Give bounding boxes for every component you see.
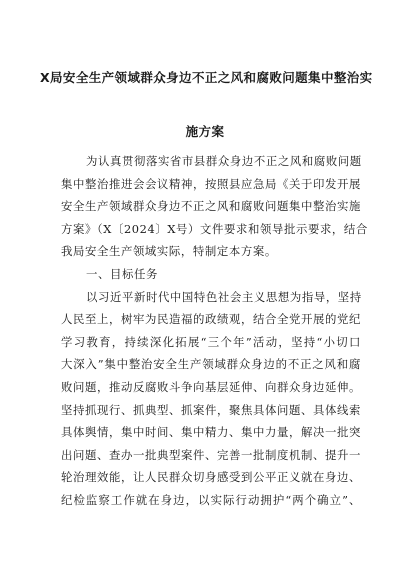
section-heading: 一、目标任务 <box>86 266 158 281</box>
document-body <box>61 150 368 512</box>
paragraph-line: 以习近平新时代中国特色社会主义思想为指导，坚持 <box>86 289 362 304</box>
paragraph-line: 坚持抓现行、抓典型、抓案件，聚焦具体问题、具体线索 <box>61 402 361 417</box>
paragraph-line: 败问题，推动反腐败斗争向基层延伸、向群众身边延伸。 <box>61 379 361 394</box>
paragraph-line: 大深入”集中整治安全生产领域群众身边的不正之风和腐 <box>61 357 361 372</box>
paragraph-line: 学习教育，持续深化拓展“三个年”活动，坚持“小切口 <box>61 334 361 349</box>
paragraph-line: 为认真贯彻落实省市县群众身边不正之风和腐败问题 <box>86 154 362 168</box>
document-title-line-1: X局安全生产领域群众身边不正之风和腐败问题集中整治实 <box>40 70 373 85</box>
document-title-line-2: 施方案 <box>185 124 225 139</box>
paragraph-line: 具体舆情，集中时间、集中精力、集中力量，解决一批突 <box>61 425 361 440</box>
paragraph-line: 轮治理效能，让人民群众切身感受到公平正义就在身边、 <box>61 470 361 485</box>
paragraph-line: 集中整治推进会会议精神，按照县应急局《关于印发开展 <box>61 176 361 191</box>
paragraph-line: 我局安全生产领域实际，特制定本方案。 <box>61 244 277 259</box>
paragraph-line: 纪检监察工作就在身边，以实际行动拥护“两个确立”、 <box>61 492 361 507</box>
paragraph-line: 安全生产领域群众身边不正之风和腐败问题集中整治实施 <box>61 199 361 214</box>
paragraph-line: 人民至上，树牢为民造福的政绩观，结合全党开展的党纪 <box>61 312 361 327</box>
paragraph-line: 方案》（X〔2024〕X号）文件要求和领导批示要求，结合 <box>61 221 368 236</box>
paragraph-line: 出问题、查办一批典型案件、完善一批制度机制、提升一 <box>61 447 361 462</box>
